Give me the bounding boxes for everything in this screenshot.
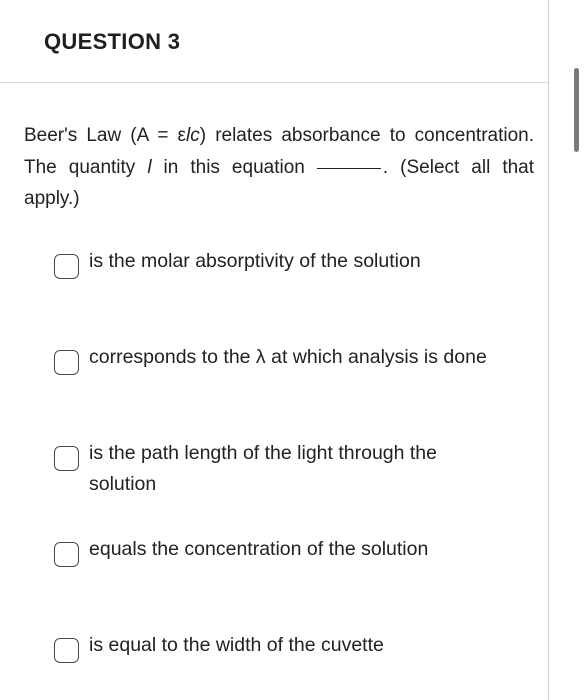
option-1-checkbox[interactable]	[54, 254, 79, 279]
option-2[interactable]	[54, 342, 524, 438]
option-5[interactable]	[54, 630, 524, 700]
option-5-checkbox[interactable]	[54, 638, 79, 663]
option-4-checkbox[interactable]	[54, 542, 79, 567]
option-4[interactable]	[54, 534, 524, 630]
prompt-variable-l: l	[147, 156, 152, 178]
option-2-label[interactable]: corresponds to the λ at which analysis is done	[89, 346, 487, 368]
option-2-checkbox[interactable]	[54, 350, 79, 375]
prompt-text-3: in this equation	[151, 156, 317, 178]
prompt-text-4: . (Select all that apply.)	[24, 156, 535, 209]
prompt-text-2: ) relates absorbance to concentration. The quantity	[24, 125, 535, 178]
option-3-checkbox[interactable]	[54, 446, 79, 471]
title-divider	[0, 82, 548, 83]
option-4-label[interactable]: equals the concentration of the solution	[89, 538, 429, 560]
prompt-variable-lc: lc	[186, 125, 200, 146]
option-5-label[interactable]: is equal to the width of the cuvette	[89, 634, 384, 656]
scrollbar-thumb[interactable]	[574, 68, 579, 152]
answer-blank	[317, 168, 381, 169]
option-3[interactable]	[54, 438, 524, 534]
option-1[interactable]	[54, 246, 524, 342]
answer-options	[54, 246, 524, 700]
question-prompt	[24, 120, 534, 215]
question-title: QUESTION 3	[44, 29, 181, 54]
option-3-label[interactable]: is the path length of the light through the solution	[89, 442, 438, 495]
prompt-text-1: Beer's Law (A = ε	[24, 125, 187, 146]
option-1-label[interactable]: is the molar absorptivity of the solution	[89, 250, 421, 272]
